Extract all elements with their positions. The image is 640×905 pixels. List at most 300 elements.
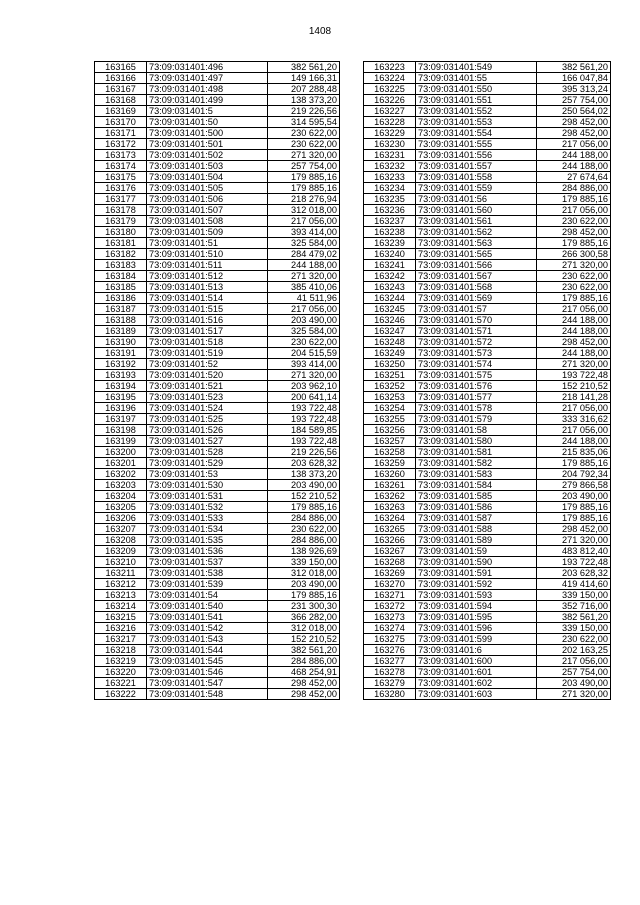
value-cell: 382 561,20 [268,645,340,656]
row-number-cell: 163168 [95,95,147,106]
table-row [364,117,611,128]
cadastral-number-cell: 73:09:031401:574 [416,359,537,370]
table-row [364,238,611,249]
cadastral-number-cell: 73:09:031401:53 [147,469,268,480]
value-cell: 202 163,25 [537,645,611,656]
value-cell: 230 622,00 [268,128,340,139]
table-row [364,106,611,117]
cadastral-number-cell: 73:09:031401:562 [416,227,537,238]
cadastral-number-cell: 73:09:031401:509 [147,227,268,238]
cadastral-number-cell: 73:09:031401:594 [416,601,537,612]
value-cell: 271 320,00 [537,359,611,370]
cadastral-number-cell: 73:09:031401:6 [416,645,537,656]
row-number-cell: 163180 [95,227,147,238]
table-row [95,106,340,117]
row-number-cell: 163174 [95,161,147,172]
row-number-cell: 163194 [95,381,147,392]
value-cell: 271 320,00 [268,150,340,161]
cadastral-number-cell: 73:09:031401:584 [416,480,537,491]
table-row [95,95,340,106]
value-cell: 250 564,02 [537,106,611,117]
table-row [364,348,611,359]
value-cell: 298 452,00 [537,524,611,535]
value-cell: 217 056,00 [537,205,611,216]
cadastral-number-cell: 73:09:031401:602 [416,678,537,689]
row-number-cell: 163199 [95,436,147,447]
value-cell: 271 320,00 [537,260,611,271]
table-row [95,117,340,128]
value-cell: 179 885,16 [537,293,611,304]
row-number-cell: 163186 [95,293,147,304]
cadastral-number-cell: 73:09:031401:504 [147,172,268,183]
value-cell: 215 835,06 [537,447,611,458]
cadastral-number-cell: 73:09:031401:592 [416,579,537,590]
cadastral-number-cell: 73:09:031401:578 [416,403,537,414]
value-cell: 393 414,00 [268,359,340,370]
table-row [95,271,340,282]
cadastral-number-cell: 73:09:031401:52 [147,359,268,370]
table-row [95,678,340,689]
cadastral-number-cell: 73:09:031401:498 [147,84,268,95]
row-number-cell: 163171 [95,128,147,139]
cadastral-number-cell: 73:09:031401:531 [147,491,268,502]
cadastral-number-cell: 73:09:031401:587 [416,513,537,524]
cadastral-number-cell: 73:09:031401:54 [147,590,268,601]
table-row [95,183,340,194]
table-row [364,436,611,447]
cadastral-number-cell: 73:09:031401:596 [416,623,537,634]
table-row [364,546,611,557]
value-cell: 179 885,16 [537,194,611,205]
cadastral-number-cell: 73:09:031401:529 [147,458,268,469]
row-number-cell: 163238 [364,227,416,238]
table-row [95,150,340,161]
value-cell: 312 018,00 [268,623,340,634]
value-cell: 230 622,00 [268,337,340,348]
table-row [95,194,340,205]
row-number-cell: 163267 [364,546,416,557]
table-row [364,645,611,656]
table-row [95,513,340,524]
row-number-cell: 163266 [364,535,416,546]
table-row [364,337,611,348]
table-row [95,392,340,403]
value-cell: 203 628,32 [537,568,611,579]
cadastral-number-cell: 73:09:031401:566 [416,260,537,271]
cadastral-number-cell: 73:09:031401:582 [416,458,537,469]
table-row [95,161,340,172]
table-row [364,381,611,392]
value-cell: 193 722,48 [268,403,340,414]
table-row [364,678,611,689]
table-row [95,557,340,568]
cadastral-number-cell: 73:09:031401:580 [416,436,537,447]
cadastral-number-cell: 73:09:031401:553 [416,117,537,128]
table-row [95,634,340,645]
row-number-cell: 163245 [364,304,416,315]
cadastral-number-cell: 73:09:031401:511 [147,260,268,271]
row-number-cell: 163188 [95,315,147,326]
table-row [95,282,340,293]
table-row [95,227,340,238]
row-number-cell: 163255 [364,414,416,425]
value-cell: 298 452,00 [268,689,340,700]
table-row [364,271,611,282]
row-number-cell: 163246 [364,315,416,326]
row-number-cell: 163250 [364,359,416,370]
row-number-cell: 163235 [364,194,416,205]
row-number-cell: 163243 [364,282,416,293]
value-cell: 284 886,00 [537,183,611,194]
row-number-cell: 163274 [364,623,416,634]
value-cell: 218 141,28 [537,392,611,403]
row-number-cell: 163257 [364,436,416,447]
row-number-cell: 163233 [364,172,416,183]
table-row [364,183,611,194]
cadastral-number-cell: 73:09:031401:55 [416,73,537,84]
table-row [95,491,340,502]
cadastral-number-cell: 73:09:031401:58 [416,425,537,436]
table-row [364,194,611,205]
value-cell: 217 056,00 [537,139,611,150]
cadastral-number-cell: 73:09:031401:502 [147,150,268,161]
row-number-cell: 163176 [95,183,147,194]
table-row [364,205,611,216]
cadastral-number-cell: 73:09:031401:591 [416,568,537,579]
table-row [364,425,611,436]
value-cell: 298 452,00 [537,337,611,348]
value-cell: 298 452,00 [268,678,340,689]
table-row [95,546,340,557]
value-cell: 152 210,52 [268,491,340,502]
cadastral-number-cell: 73:09:031401:572 [416,337,537,348]
value-cell: 204 792,34 [537,469,611,480]
row-number-cell: 163242 [364,271,416,282]
cadastral-number-cell: 73:09:031401:534 [147,524,268,535]
row-number-cell: 163260 [364,469,416,480]
row-number-cell: 163234 [364,183,416,194]
row-number-cell: 163278 [364,667,416,678]
cadastral-number-cell: 73:09:031401:588 [416,524,537,535]
row-number-cell: 163241 [364,260,416,271]
value-cell: 483 812,40 [537,546,611,557]
value-cell: 271 320,00 [537,535,611,546]
table-row [364,161,611,172]
row-number-cell: 163228 [364,117,416,128]
row-number-cell: 163240 [364,249,416,260]
table-row [364,282,611,293]
table-row [95,326,340,337]
table-row [95,414,340,425]
table-row [364,535,611,546]
table-row [364,62,611,73]
table-row [95,315,340,326]
cadastral-number-cell: 73:09:031401:557 [416,161,537,172]
value-cell: 179 885,16 [268,502,340,513]
cadastral-number-cell: 73:09:031401:589 [416,535,537,546]
value-cell: 266 300,58 [537,249,611,260]
table-row [364,216,611,227]
row-number-cell: 163213 [95,590,147,601]
row-number-cell: 163252 [364,381,416,392]
value-cell: 27 674,64 [537,172,611,183]
table-row [364,590,611,601]
cadastral-number-cell: 73:09:031401:59 [416,546,537,557]
row-number-cell: 163279 [364,678,416,689]
value-cell: 279 866,58 [537,480,611,491]
cadastral-number-cell: 73:09:031401:567 [416,271,537,282]
cadastral-table-left [94,61,340,700]
row-number-cell: 163202 [95,469,147,480]
row-number-cell: 163258 [364,447,416,458]
value-cell: 200 641,14 [268,392,340,403]
cadastral-number-cell: 73:09:031401:540 [147,601,268,612]
table-row [364,260,611,271]
cadastral-number-cell: 73:09:031401:532 [147,502,268,513]
value-cell: 468 254,91 [268,667,340,678]
table-row [95,337,340,348]
table-row [95,293,340,304]
row-number-cell: 163201 [95,458,147,469]
row-number-cell: 163170 [95,117,147,128]
table-row [364,139,611,150]
row-number-cell: 163268 [364,557,416,568]
row-number-cell: 163220 [95,667,147,678]
table-row [364,370,611,381]
row-number-cell: 163224 [364,73,416,84]
cadastral-number-cell: 73:09:031401:577 [416,392,537,403]
row-number-cell: 163239 [364,238,416,249]
cadastral-number-cell: 73:09:031401:601 [416,667,537,678]
table-row [95,590,340,601]
row-number-cell: 163229 [364,128,416,139]
value-cell: 244 188,00 [537,150,611,161]
value-cell: 393 414,00 [268,227,340,238]
value-cell: 284 886,00 [268,513,340,524]
value-cell: 203 962,10 [268,381,340,392]
value-cell: 138 373,20 [268,469,340,480]
table-row [95,249,340,260]
value-cell: 41 511,96 [268,293,340,304]
row-number-cell: 163251 [364,370,416,381]
table-row [95,348,340,359]
cadastral-number-cell: 73:09:031401:603 [416,689,537,700]
row-number-cell: 163226 [364,95,416,106]
row-number-cell: 163205 [95,502,147,513]
value-cell: 203 628,32 [268,458,340,469]
value-cell: 179 885,16 [268,590,340,601]
cadastral-number-cell: 73:09:031401:513 [147,282,268,293]
cadastral-number-cell: 73:09:031401:544 [147,645,268,656]
cadastral-number-cell: 73:09:031401:571 [416,326,537,337]
row-number-cell: 163216 [95,623,147,634]
row-number-cell: 163209 [95,546,147,557]
cadastral-number-cell: 73:09:031401:556 [416,150,537,161]
table-row [95,612,340,623]
value-cell: 217 056,00 [268,216,340,227]
table-row [95,480,340,491]
table-row [95,238,340,249]
value-cell: 217 056,00 [537,403,611,414]
value-cell: 352 716,00 [537,601,611,612]
row-number-cell: 163214 [95,601,147,612]
table-row [95,304,340,315]
row-number-cell: 163208 [95,535,147,546]
row-number-cell: 163217 [95,634,147,645]
table-row [364,568,611,579]
cadastral-number-cell: 73:09:031401:506 [147,194,268,205]
row-number-cell: 163254 [364,403,416,414]
row-number-cell: 163277 [364,656,416,667]
value-cell: 193 722,48 [268,436,340,447]
value-cell: 382 561,20 [537,612,611,623]
table-row [364,667,611,678]
cadastral-number-cell: 73:09:031401:518 [147,337,268,348]
row-number-cell: 163253 [364,392,416,403]
table-row [364,579,611,590]
row-number-cell: 163211 [95,568,147,579]
cadastral-number-cell: 73:09:031401:527 [147,436,268,447]
value-cell: 179 885,16 [268,183,340,194]
row-number-cell: 163172 [95,139,147,150]
row-number-cell: 163222 [95,689,147,700]
cadastral-number-cell: 73:09:031401:560 [416,205,537,216]
value-cell: 203 490,00 [268,579,340,590]
row-number-cell: 163207 [95,524,147,535]
row-number-cell: 163259 [364,458,416,469]
cadastral-number-cell: 73:09:031401:539 [147,579,268,590]
row-number-cell: 163204 [95,491,147,502]
value-cell: 244 188,00 [537,161,611,172]
value-cell: 219 226,56 [268,106,340,117]
row-number-cell: 163166 [95,73,147,84]
cadastral-number-cell: 73:09:031401:600 [416,656,537,667]
table-row [364,95,611,106]
row-number-cell: 163193 [95,370,147,381]
row-number-cell: 163185 [95,282,147,293]
table-row [95,359,340,370]
row-number-cell: 163196 [95,403,147,414]
cadastral-number-cell: 73:09:031401:548 [147,689,268,700]
cadastral-number-cell: 73:09:031401:581 [416,447,537,458]
value-cell: 230 622,00 [268,524,340,535]
cadastral-number-cell: 73:09:031401:497 [147,73,268,84]
cadastral-number-cell: 73:09:031401:512 [147,271,268,282]
cadastral-number-cell: 73:09:031401:528 [147,447,268,458]
row-number-cell: 163206 [95,513,147,524]
cadastral-number-cell: 73:09:031401:570 [416,315,537,326]
table-row [95,205,340,216]
value-cell: 284 886,00 [268,535,340,546]
cadastral-number-cell: 73:09:031401:550 [416,84,537,95]
cadastral-number-cell: 73:09:031401:523 [147,392,268,403]
row-number-cell: 163184 [95,271,147,282]
table-row [364,502,611,513]
cadastral-number-cell: 73:09:031401:519 [147,348,268,359]
row-number-cell: 163237 [364,216,416,227]
value-cell: 298 452,00 [537,117,611,128]
cadastral-number-cell: 73:09:031401:505 [147,183,268,194]
row-number-cell: 163262 [364,491,416,502]
table-row [95,73,340,84]
value-cell: 193 722,48 [537,370,611,381]
cadastral-number-cell: 73:09:031401:51 [147,238,268,249]
table-row [95,568,340,579]
value-cell: 382 561,20 [537,62,611,73]
value-cell: 395 313,24 [537,84,611,95]
cadastral-table-right [363,61,611,700]
row-number-cell: 163195 [95,392,147,403]
cadastral-number-cell: 73:09:031401:536 [147,546,268,557]
table-row [364,73,611,84]
value-cell: 179 885,16 [537,502,611,513]
value-cell: 203 490,00 [268,480,340,491]
table-row [95,623,340,634]
cadastral-number-cell: 73:09:031401:563 [416,238,537,249]
cadastral-number-cell: 73:09:031401:508 [147,216,268,227]
table-row [95,128,340,139]
value-cell: 325 584,00 [268,238,340,249]
cadastral-number-cell: 73:09:031401:576 [416,381,537,392]
cadastral-number-cell: 73:09:031401:537 [147,557,268,568]
value-cell: 284 886,00 [268,656,340,667]
table-row [364,447,611,458]
table-row [95,172,340,183]
value-cell: 419 414,60 [537,579,611,590]
table-row [364,458,611,469]
row-number-cell: 163192 [95,359,147,370]
value-cell: 271 320,00 [268,271,340,282]
value-cell: 230 622,00 [537,634,611,645]
table-row [95,84,340,95]
value-cell: 218 276,94 [268,194,340,205]
table-row [364,293,611,304]
cadastral-number-cell: 73:09:031401:546 [147,667,268,678]
row-number-cell: 163189 [95,326,147,337]
row-number-cell: 163270 [364,579,416,590]
value-cell: 179 885,16 [537,458,611,469]
value-cell: 204 515,59 [268,348,340,359]
table-row [95,139,340,150]
cadastral-number-cell: 73:09:031401:593 [416,590,537,601]
value-cell: 193 722,48 [268,414,340,425]
row-number-cell: 163256 [364,425,416,436]
value-cell: 138 926,69 [268,546,340,557]
row-number-cell: 163179 [95,216,147,227]
value-cell: 207 288,48 [268,84,340,95]
row-number-cell: 163178 [95,205,147,216]
row-number-cell: 163265 [364,524,416,535]
cadastral-number-cell: 73:09:031401:590 [416,557,537,568]
row-number-cell: 163169 [95,106,147,117]
value-cell: 271 320,00 [268,370,340,381]
value-cell: 257 754,00 [537,667,611,678]
value-cell: 244 188,00 [537,326,611,337]
table-row [364,326,611,337]
value-cell: 138 373,20 [268,95,340,106]
table-row [364,689,611,700]
cadastral-number-cell: 73:09:031401:573 [416,348,537,359]
row-number-cell: 163248 [364,337,416,348]
row-number-cell: 163263 [364,502,416,513]
value-cell: 257 754,00 [537,95,611,106]
cadastral-number-cell: 73:09:031401:559 [416,183,537,194]
cadastral-number-cell: 73:09:031401:57 [416,304,537,315]
cadastral-number-cell: 73:09:031401:599 [416,634,537,645]
table-row [95,403,340,414]
table-row [364,392,611,403]
row-number-cell: 163221 [95,678,147,689]
